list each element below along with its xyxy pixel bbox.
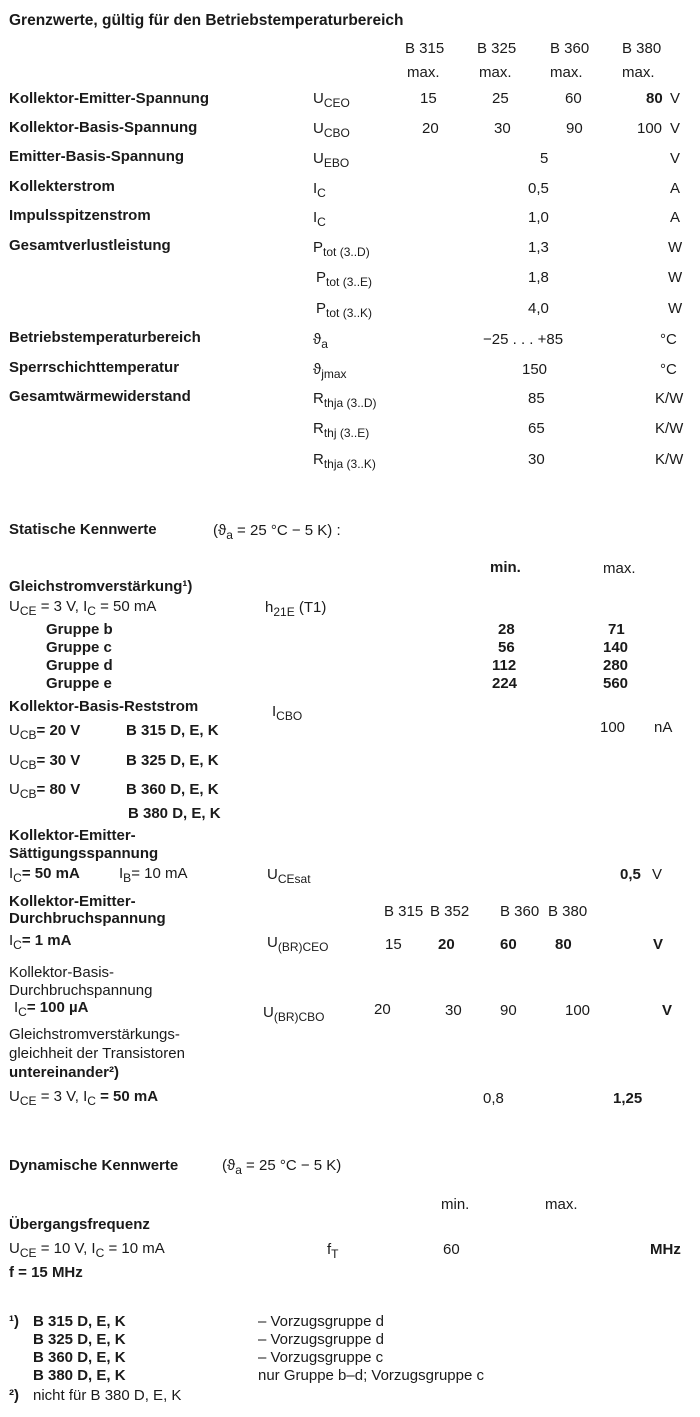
row-label: Impulsspitzenstrom [9, 207, 151, 224]
row-symbol: $R_{thja (3..D)}$ [313, 390, 377, 410]
footnote-mark: ²) [9, 1387, 19, 1404]
footnote-note: nur Gruppe b–d; Vorzugsgruppe c [258, 1367, 484, 1384]
param-condition: $I_C= 1$ mA [9, 932, 72, 952]
row-value: 25 [492, 90, 509, 107]
row-symbol: $U_{EBO}$ [313, 150, 350, 170]
row-unit: A [670, 209, 681, 226]
param-label: untereinander²) [9, 1064, 120, 1081]
param-condition: $U_{CE} = 3$ V, $I_C = 50$ mA [9, 598, 157, 618]
row-value: 0,5 [528, 180, 549, 197]
type-list: B 380 D, E, K [128, 805, 221, 822]
max-label: max. [622, 64, 655, 81]
param-max: 1,25 [613, 1090, 643, 1107]
section-condition: ($ϑ_a = 25$ °C − 5 K) : [213, 522, 341, 542]
column-header: B 360 [550, 40, 590, 57]
row-unit: W [668, 269, 683, 286]
row-value: 80 [646, 90, 663, 107]
group-max: 140 [603, 639, 629, 656]
max-header: max. [545, 1196, 578, 1213]
row-label: Kollektor-Basis-Spannung [9, 119, 198, 136]
value: 80 [555, 936, 572, 953]
group-min: 28 [498, 621, 515, 638]
param-min: 60 [443, 1241, 460, 1258]
value: 100 [565, 1002, 591, 1019]
column-header: B 360 [500, 903, 540, 920]
param-unit: MHz [650, 1241, 681, 1258]
footnote-type: B 325 D, E, K [33, 1331, 126, 1348]
section-title: Statische Kennwerte [9, 521, 157, 538]
value: 20 [374, 1001, 391, 1018]
row-value: −25 . . . +85 [483, 331, 564, 348]
param-label: Übergangsfrequenz [9, 1216, 150, 1233]
row-value: 20 [422, 120, 439, 137]
row-value: 1,0 [528, 209, 549, 226]
column-header: B 352 [430, 903, 470, 920]
param-condition: f = 15 MHz [9, 1264, 83, 1281]
row-value: 65 [528, 420, 545, 437]
param-condition: $I_C= 100$ µA [14, 999, 89, 1019]
row-symbol: $P_{tot (3..E)}$ [316, 269, 373, 289]
param-symbol: $I_{CBO}$ [272, 703, 303, 723]
value: 15 [385, 936, 402, 953]
row-label: Sperrschichttemperatur [9, 359, 180, 376]
section-title: Grenzwerte, gültig für den Betriebstemperaturbereich [9, 12, 404, 29]
param-label: Kollektor-Emitter- [9, 893, 136, 910]
group-label: Gruppe b [46, 621, 113, 638]
row-unit: °C [660, 361, 677, 378]
param-max: 0,5 [620, 866, 641, 883]
column-header: B 315 [405, 40, 445, 57]
column-header: B 380 [548, 903, 588, 920]
param-symbol: $h_{21E}$ (T1) [265, 599, 327, 619]
row-label: Kollekterstrom [9, 178, 115, 195]
param-unit: V [653, 936, 664, 953]
row-value: 1,8 [528, 269, 549, 286]
row-unit: °C [660, 331, 677, 348]
row-unit: V [670, 120, 681, 137]
group-label: Gruppe c [46, 639, 112, 656]
row-unit: A [670, 180, 681, 197]
param-label: Kollektor-Basis- [9, 964, 115, 981]
param-symbol: $U_{CEsat}$ [267, 866, 311, 886]
param-condition: $U_{CB}= 30$ V [9, 752, 81, 772]
row-symbol: $P_{tot (3..K)}$ [316, 300, 373, 320]
param-condition: $U_{CE} = 10$ V, $I_C = 10$ mA [9, 1240, 165, 1260]
param-unit: V [662, 1002, 673, 1019]
row-label: Kollektor-Emitter-Spannung [9, 90, 210, 107]
section-condition: ($ϑ_a = 25$ °C − 5 K) [222, 1157, 342, 1177]
row-value: 30 [494, 120, 511, 137]
column-header: B 380 [622, 40, 662, 57]
group-min: 224 [492, 675, 518, 692]
param-label: Kollektor-Basis-Reststrom [9, 698, 199, 715]
row-value: 85 [528, 390, 545, 407]
footnote-type: B 360 D, E, K [33, 1349, 126, 1366]
row-label: Gesamtverlustleistung [9, 237, 171, 254]
row-label: Gesamtwärmewiderstand [9, 388, 191, 405]
row-value: 15 [420, 90, 437, 107]
type-list: B 315 D, E, K [126, 722, 219, 739]
group-max: 71 [608, 621, 625, 638]
footnote-type: B 315 D, E, K [33, 1313, 126, 1330]
row-value: 30 [528, 451, 545, 468]
row-label: Betriebstemperaturbereich [9, 329, 201, 346]
max-label: max. [407, 64, 440, 81]
param-label: Durchbruchspannung [9, 982, 153, 999]
group-label: Gruppe e [46, 675, 112, 692]
row-value: 90 [566, 120, 583, 137]
param-condition: $U_{CB}= 80$ V [9, 781, 81, 801]
row-unit: K/W [655, 451, 684, 468]
row-unit: V [670, 90, 681, 107]
row-unit: K/W [655, 390, 684, 407]
row-symbol: $R_{thj (3..E)}$ [313, 420, 370, 440]
param-symbol: $U_{(BR)CEO}$ [267, 934, 329, 954]
param-unit: nA [654, 719, 673, 736]
row-value: 150 [522, 361, 548, 378]
row-label: Emitter-Basis-Spannung [9, 148, 185, 165]
group-label: Gruppe d [46, 657, 113, 674]
row-symbol: $ϑ_{jmax}$ [313, 361, 347, 381]
row-unit: W [668, 300, 683, 317]
max-label: max. [479, 64, 512, 81]
param-label: gleichheit der Transistoren [9, 1045, 185, 1062]
row-symbol: $U_{CEO}$ [313, 90, 350, 110]
param-label: Sättigungsspannung [9, 845, 159, 862]
value: 20 [438, 936, 455, 953]
row-value: 1,3 [528, 239, 549, 256]
param-symbol: $U_{(BR)CBO}$ [263, 1004, 325, 1024]
section-title: Dynamische Kennwerte [9, 1157, 179, 1174]
row-symbol: $I_C$ [313, 209, 326, 229]
footnote-note: nicht für B 380 D, E, K [33, 1387, 182, 1404]
row-unit: V [670, 150, 681, 167]
min-header: min. [490, 559, 521, 576]
type-list: B 325 D, E, K [126, 752, 219, 769]
param-condition: $I_C= 50$ mA [9, 865, 80, 885]
row-value: 60 [565, 90, 582, 107]
param-label: Gleichstromverstärkung¹) [9, 578, 193, 595]
group-max: 280 [603, 657, 629, 674]
group-min: 56 [498, 639, 515, 656]
value: 30 [445, 1002, 462, 1019]
row-value: 4,0 [528, 300, 549, 317]
row-symbol: $ϑ_a$ [313, 331, 328, 351]
max-label: max. [550, 64, 583, 81]
row-symbol: $R_{thja (3..K)}$ [313, 451, 376, 471]
param-max: 100 [600, 719, 626, 736]
footnote-note: – Vorzugsgruppe d [258, 1313, 384, 1330]
row-value: 100 [637, 120, 663, 137]
param-min: 0,8 [483, 1090, 504, 1107]
param-label: Gleichstromverstärkungs- [9, 1026, 180, 1043]
row-unit: W [668, 239, 683, 256]
group-max: 560 [603, 675, 629, 692]
param-label: Durchbruchspannung [9, 910, 166, 927]
value: 60 [500, 936, 517, 953]
footnote-type: B 380 D, E, K [33, 1367, 126, 1384]
row-symbol: $I_C$ [313, 180, 326, 200]
param-condition: $U_{CE} = 3$ V, $I_C = 50$ mA [9, 1088, 159, 1108]
param-unit: V [652, 866, 663, 883]
footnote-note: – Vorzugsgruppe c [258, 1349, 384, 1366]
value: 90 [500, 1002, 517, 1019]
row-unit: K/W [655, 420, 684, 437]
type-list: B 360 D, E, K [126, 781, 219, 798]
max-header: max. [603, 560, 636, 577]
param-condition: $U_{CB}= 20$ V [9, 722, 81, 742]
row-symbol: $U_{CBO}$ [313, 120, 350, 140]
footnote-note: – Vorzugsgruppe d [258, 1331, 384, 1348]
group-min: 112 [492, 657, 517, 674]
min-header: min. [441, 1196, 470, 1213]
param-label: Kollektor-Emitter- [9, 827, 136, 844]
row-value: 5 [540, 150, 549, 167]
column-header: B 325 [477, 40, 517, 57]
row-symbol: $P_{tot (3..D)}$ [313, 239, 370, 259]
footnote-mark: ¹) [9, 1313, 19, 1330]
param-condition: $I_B= 10$ mA [119, 865, 188, 885]
param-symbol: $f_T$ [327, 1241, 339, 1261]
column-header: B 315 [384, 903, 424, 920]
